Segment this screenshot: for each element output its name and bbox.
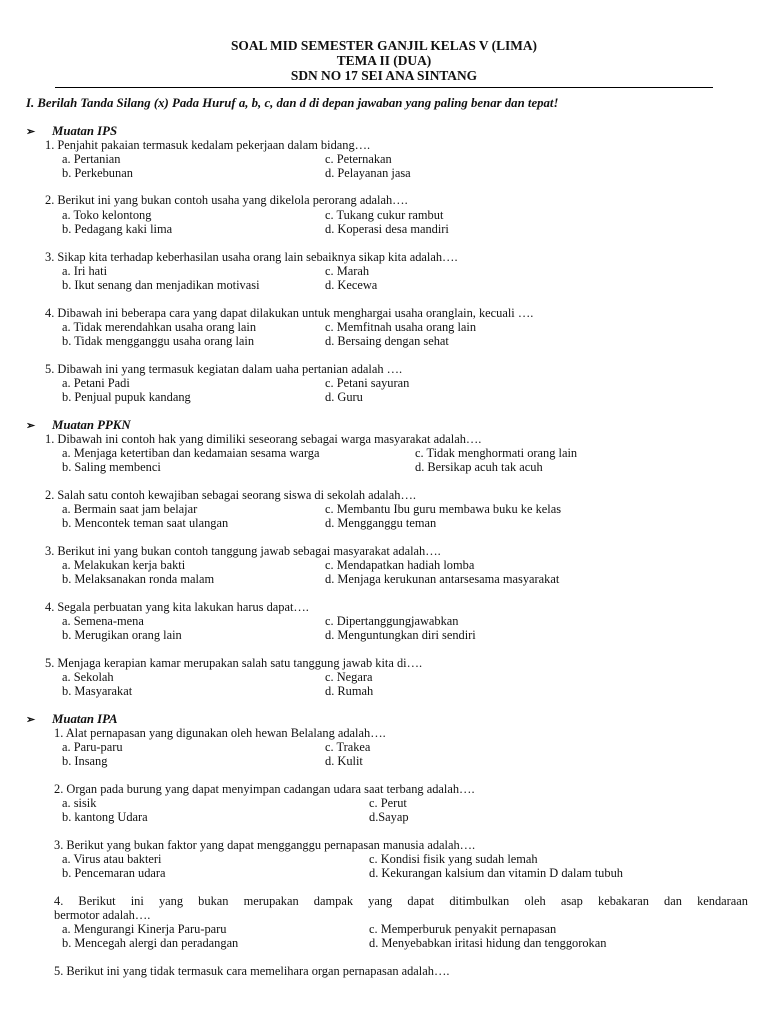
answer-option[interactable]: c. Tidak menghormati orang lain <box>415 446 578 460</box>
section-ipa-heading: ➢ Muatan IPA <box>26 712 118 726</box>
question-text: 5. Dibawah ini yang termasuk kegiatan dalam uaha pertanian adalah …. <box>45 362 403 376</box>
question-text: 5. Berikut ini yang tidak termasuk cara memelihara organ pernapasan adalah…. <box>54 964 450 978</box>
exam-title: SOAL MID SEMESTER GANJIL KELAS V (LIMA) <box>230 38 538 53</box>
section-ppkn-heading: ➢ Muatan PPKN <box>26 418 131 432</box>
arrow-bullet-icon: ➢ <box>26 126 36 138</box>
answer-option[interactable]: d. Bersaing dengan sehat <box>325 334 449 348</box>
answer-option[interactable]: d. Pelayanan jasa <box>325 166 411 180</box>
question-text: 4. Segala perbuatan yang kita lakukan harus dapat…. <box>45 600 309 614</box>
answer-option[interactable]: d. Bersikap acuh tak acuh <box>415 460 543 474</box>
school-name: SDN NO 17 SEI ANA SINTANG <box>290 68 478 83</box>
answer-option[interactable]: c. Memperburuk penyakit pernapasan <box>369 922 557 936</box>
answer-option[interactable]: a. Semena-mena <box>62 614 144 628</box>
answer-option[interactable]: a. Virus atau bakteri <box>62 852 162 866</box>
answer-option[interactable]: a. Bermain saat jam belajar <box>62 502 198 516</box>
answer-option[interactable]: a. sisik <box>62 796 97 810</box>
answer-option[interactable]: a. Petani Padi <box>62 376 130 390</box>
answer-option[interactable]: c. Trakea <box>325 740 371 754</box>
answer-option[interactable]: c. Tukang cukur rambut <box>325 208 444 222</box>
question-text: 2. Salah satu contoh kewajiban sebagai seorang siswa di sekolah adalah…. <box>45 488 416 502</box>
answer-option[interactable]: b. Merugikan orang lain <box>62 628 182 642</box>
question-text: 1. Alat pernapasan yang digunakan oleh hewan Belalang adalah…. <box>54 726 386 740</box>
answer-option[interactable]: a. Toko kelontong <box>62 208 152 222</box>
answer-option[interactable]: c. Memfitnah usaha orang lain <box>325 320 477 334</box>
answer-option[interactable]: a. Menjaga ketertiban dan kedamaian sesama warga <box>62 446 320 460</box>
theme-title: TEMA II (DUA) <box>336 53 432 68</box>
question-text: 4. Dibawah ini beberapa cara yang dapat dilakukan untuk menghargai usaha oranglain, kecuali …. <box>45 306 534 320</box>
answer-option[interactable]: b. Pencemaran udara <box>62 866 166 880</box>
answer-option[interactable]: d. Menyebabkan iritasi hidung dan tenggorokan <box>369 936 607 950</box>
question-text-continued: bermotor adalah…. <box>54 908 151 922</box>
question-text: 1. Dibawah ini contoh hak yang dimiliki seseorang sebagai warga masyarakat adalah…. <box>45 432 482 446</box>
answer-option[interactable]: b. Saling membenci <box>62 460 161 474</box>
answer-option[interactable]: b. Melaksanakan ronda malam <box>62 572 215 586</box>
answer-option[interactable]: c. Perut <box>369 796 407 810</box>
answer-option[interactable]: a. Iri hati <box>62 264 108 278</box>
question-text: 4. Berikut ini yang bukan merupakan dampak yang dapat ditimbulkan oleh asap kebakaran dan kendaraan <box>54 894 748 908</box>
header-divider <box>55 87 713 88</box>
answer-option[interactable]: a. Melakukan kerja bakti <box>62 558 186 572</box>
answer-option[interactable]: a. Paru-paru <box>62 740 123 754</box>
answer-option[interactable]: c. Dipertanggungjawabkan <box>325 614 459 628</box>
answer-option[interactable]: d.Sayap <box>369 810 409 824</box>
answer-option[interactable]: c. Mendapatkan hadiah lomba <box>325 558 475 572</box>
question-text: 2. Organ pada burung yang dapat menyimpan cadangan udara saat terbang adalah…. <box>54 782 475 796</box>
answer-option[interactable]: b. Masyarakat <box>62 684 133 698</box>
answer-option[interactable]: b. Pedagang kaki lima <box>62 222 173 236</box>
answer-option[interactable]: a. Pertanian <box>62 152 121 166</box>
answer-option[interactable]: b. Tidak mengganggu usaha orang lain <box>62 334 255 348</box>
question-text: 2. Berikut ini yang bukan contoh usaha yang dikelola perorang adalah…. <box>45 193 408 207</box>
answer-option[interactable]: a. Mengurangi Kinerja Paru-paru <box>62 922 227 936</box>
answer-option[interactable]: a. Tidak merendahkan usaha orang lain <box>62 320 257 334</box>
answer-option[interactable]: b. Mencontek teman saat ulangan <box>62 516 229 530</box>
instruction-text: I. Berilah Tanda Silang (x) Pada Huruf a, b, c, dan d di depan jawaban yang paling benar dan tepat! <box>26 96 559 110</box>
answer-option[interactable]: c. Petani sayuran <box>325 376 410 390</box>
answer-option[interactable]: c. Negara <box>325 670 373 684</box>
answer-option[interactable]: d. Kekurangan kalsium dan vitamin D dalam tubuh <box>369 866 623 880</box>
answer-option[interactable]: c. Marah <box>325 264 370 278</box>
answer-option[interactable]: d. Menguntungkan diri sendiri <box>325 628 476 642</box>
answer-option[interactable]: c. Kondisi fisik yang sudah lemah <box>369 852 538 866</box>
answer-option[interactable]: c. Membantu Ibu guru membawa buku ke kelas <box>325 502 562 516</box>
question-text: 3. Berikut ini yang bukan contoh tanggung jawab sebagai masyarakat adalah…. <box>45 544 441 558</box>
answer-option[interactable]: c. Peternakan <box>325 152 392 166</box>
question-text: 3. Sikap kita terhadap keberhasilan usaha orang lain sebaiknya sikap kita adalah…. <box>45 250 458 264</box>
answer-option[interactable]: b. Mencegah alergi dan peradangan <box>62 936 239 950</box>
arrow-bullet-icon: ➢ <box>26 420 36 432</box>
answer-option[interactable]: a. Sekolah <box>62 670 114 684</box>
question-text: 3. Berikut yang bukan faktor yang dapat mengganggu pernapasan manusia adalah…. <box>54 838 476 852</box>
answer-option[interactable]: b. kantong Udara <box>62 810 148 824</box>
question-text: 5. Menjaga kerapian kamar merupakan salah satu tanggung jawab kita di…. <box>45 656 423 670</box>
question-text: 1. Penjahit pakaian termasuk kedalam pekerjaan dalam bidang…. <box>45 138 371 152</box>
answer-option[interactable]: b. Ikut senang dan menjadikan motivasi <box>62 278 260 292</box>
answer-option[interactable]: d. Kecewa <box>325 278 378 292</box>
answer-option[interactable]: b. Perkebunan <box>62 166 133 180</box>
answer-option[interactable]: b. Insang <box>62 754 108 768</box>
section-ips-heading: ➢ Muatan IPS <box>26 124 118 138</box>
answer-option[interactable]: d. Kulit <box>325 754 363 768</box>
answer-option[interactable]: d. Guru <box>325 390 363 404</box>
answer-option[interactable]: d. Rumah <box>325 684 374 698</box>
answer-option[interactable]: d. Mengganggu teman <box>325 516 437 530</box>
answer-option[interactable]: b. Penjual pupuk kandang <box>62 390 191 404</box>
answer-option[interactable]: d. Koperasi desa mandiri <box>325 222 449 236</box>
arrow-bullet-icon: ➢ <box>26 714 36 726</box>
answer-option[interactable]: d. Menjaga kerukunan antarsesama masyarakat <box>325 572 560 586</box>
